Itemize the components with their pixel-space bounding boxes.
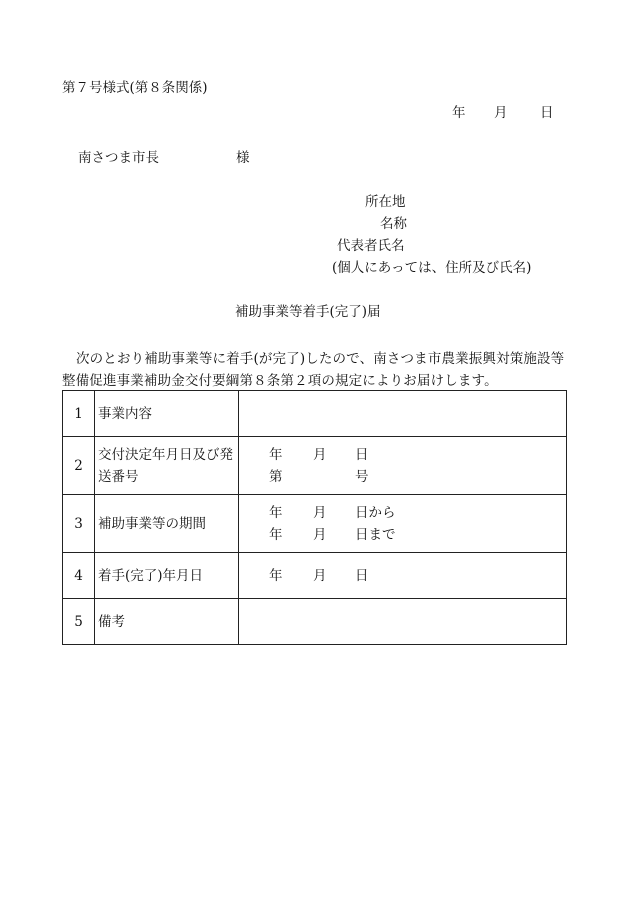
row-value-cell <box>239 495 567 553</box>
decision-date-line <box>239 444 566 466</box>
addressee-name: 南さつま市長 <box>78 150 159 166</box>
year-label: 年 <box>269 567 283 584</box>
date-day-label: 日 <box>540 105 554 121</box>
date-year-label: 年 <box>452 105 466 121</box>
addressee-honorific: 様 <box>236 150 250 166</box>
body-paragraph: 次のとおり補助事業等に着手(が完了)したので、南さつま市農業振興対策施設等整備促進事業補助金交付要綱第８条第２項の規定によりお届けします。 <box>62 351 565 389</box>
number-suffix-label: 号 <box>355 468 369 485</box>
day-label: 日 <box>355 567 369 584</box>
start-completion-date-line <box>239 565 566 587</box>
row-item-label: 事業内容 <box>95 391 239 437</box>
period-start-line <box>239 502 566 524</box>
day-label: 日 <box>355 446 369 463</box>
date-month-label: 月 <box>494 105 508 121</box>
applicant-name-label: 名称 <box>380 216 407 232</box>
applicant-address-label: 所在地 <box>365 194 406 210</box>
year-label: 年 <box>269 526 283 543</box>
table-row <box>63 495 567 553</box>
applicant-representative-label: 代表者氏名 <box>337 238 405 254</box>
row-number: 5 <box>63 599 95 645</box>
row-value-cell <box>239 599 567 645</box>
row-value-cell <box>239 391 567 437</box>
row-value-cell <box>239 437 567 495</box>
year-label: 年 <box>269 504 283 521</box>
year-label: 年 <box>269 446 283 463</box>
notification-table <box>62 390 567 645</box>
row-number: 2 <box>63 437 95 495</box>
row-number: 4 <box>63 553 95 599</box>
month-label: 月 <box>313 567 327 584</box>
applicant-individual-note: (個人にあっては、住所及び氏名) <box>332 260 532 276</box>
row-number: 3 <box>63 495 95 553</box>
period-end-line <box>239 524 566 546</box>
number-prefix-label: 第 <box>269 468 283 485</box>
row-number: 1 <box>63 391 95 437</box>
month-label: 月 <box>313 526 327 543</box>
table-row <box>63 437 567 495</box>
month-label: 月 <box>313 504 327 521</box>
row-item-label: 交付決定年月日及び発送番号 <box>95 437 239 495</box>
table-row <box>63 553 567 599</box>
day-label: 日まで <box>355 526 396 543</box>
row-item-label: 着手(完了)年月日 <box>95 553 239 599</box>
row-item-label: 補助事業等の期間 <box>95 495 239 553</box>
form-number: 第７号様式(第８条関係) <box>62 80 208 96</box>
row-item-label: 備考 <box>95 599 239 645</box>
day-label: 日から <box>355 504 396 521</box>
dispatch-number-line <box>239 466 566 488</box>
month-label: 月 <box>313 446 327 463</box>
row-value-cell <box>239 553 567 599</box>
table-row <box>63 391 567 437</box>
document-title: 補助事業等着手(完了)届 <box>235 304 381 320</box>
table-row <box>63 599 567 645</box>
